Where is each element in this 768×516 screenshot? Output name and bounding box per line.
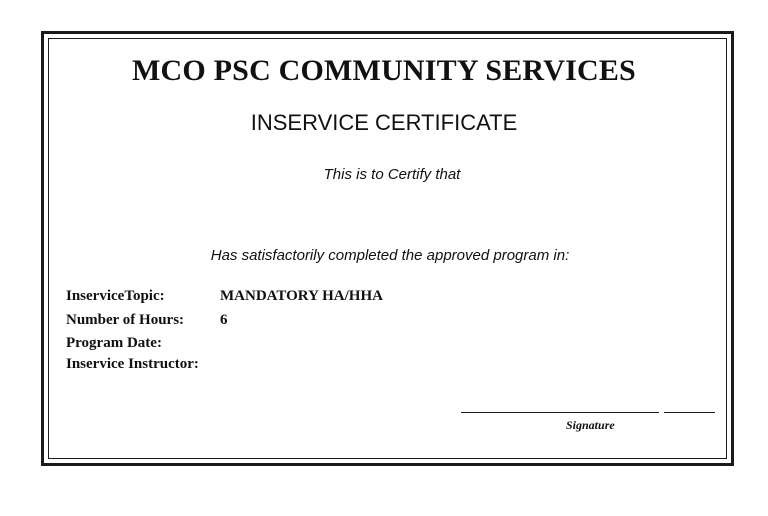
- hours-value: 6: [220, 312, 228, 328]
- instructor-label: Inservice Instructor:: [66, 356, 199, 372]
- signature-line: [461, 412, 659, 413]
- organization-title: MCO PSC COMMUNITY SERVICES: [132, 54, 636, 87]
- signature-label: Signature: [566, 418, 615, 432]
- topic-value: MANDATORY HA/HHA: [220, 288, 383, 304]
- hours-label: Number of Hours:: [66, 312, 185, 328]
- certificate-title: INSERVICE CERTIFICATE: [250, 110, 518, 135]
- signature-line-end: [664, 412, 715, 413]
- topic-label: InserviceTopic:: [66, 288, 165, 304]
- completion-statement: Has satisfactorily completed the approved program in:: [210, 247, 570, 264]
- program-date-label: Program Date:: [66, 335, 162, 351]
- certify-statement: This is to Certify that: [323, 166, 461, 183]
